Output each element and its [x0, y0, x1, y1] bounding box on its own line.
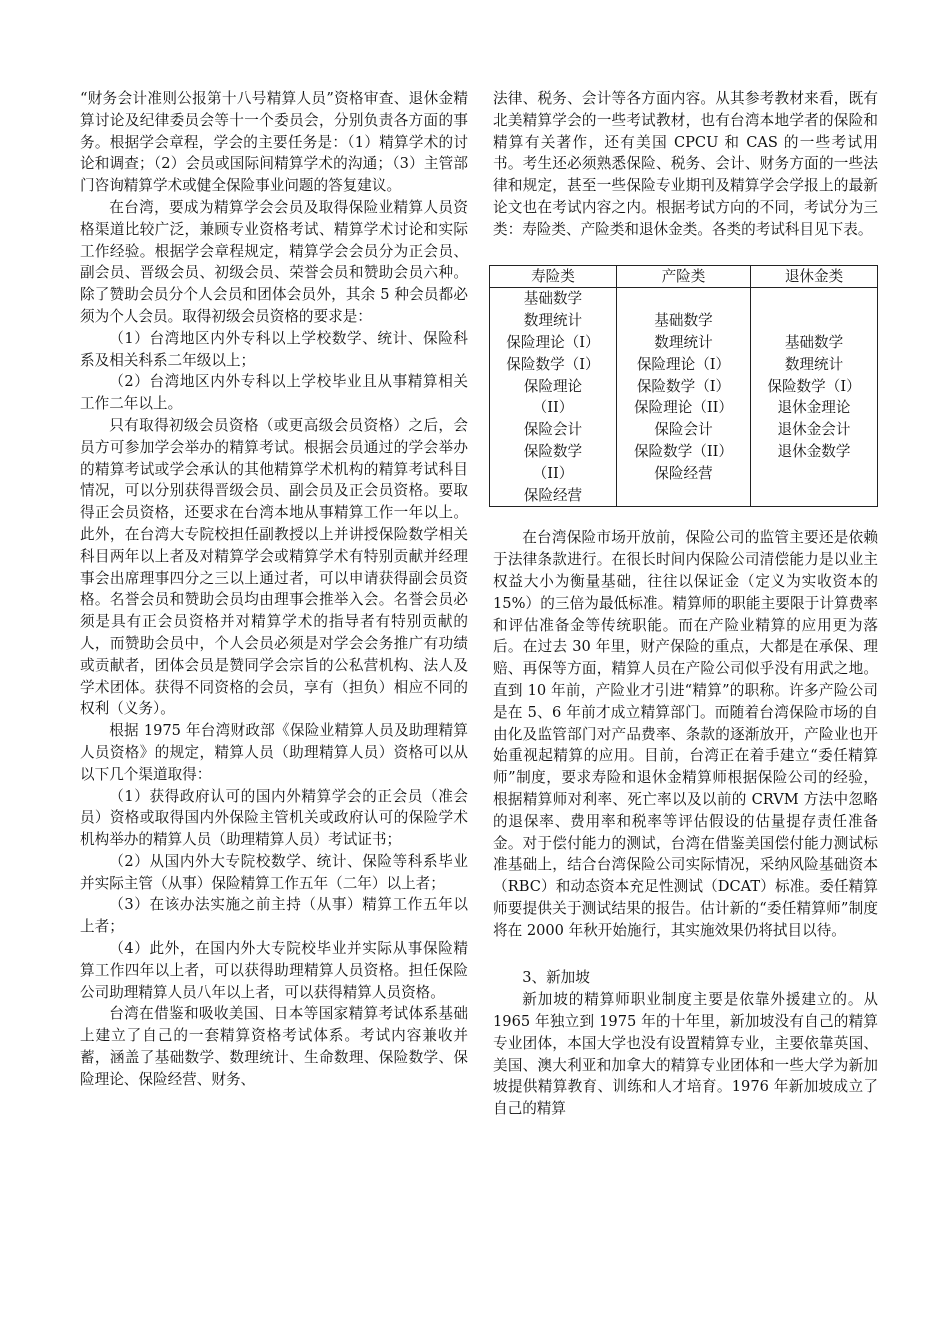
subject-item: 退休金会计: [777, 421, 851, 439]
subject-item: 保险经营: [523, 486, 583, 504]
header-property: 产险类: [616, 265, 750, 288]
subject-item: 保险会计: [654, 421, 713, 439]
table-header-row: [490, 265, 878, 288]
subject-item: 保险数学（I）: [506, 355, 600, 373]
subject-item: 保险经营: [654, 464, 713, 482]
right-column: [493, 88, 878, 1120]
subject-item: 保险会计: [523, 421, 583, 439]
subject-item: 保险理论（I）: [506, 333, 600, 351]
paragraph: “财务会计准则公报第十八号精算人员”资格审查、退休金精算讨论及纪律委员会等十一个委员会，分别负责各方面的事务。根据学会章程，学会的主要任务是：（1）精算学术的讨论和调查；（2）会员或国际间精算学术的沟通；（3）主管部门咨询精算学术或健全保险事业问题的答复建议。: [80, 90, 468, 195]
section-heading: 3、新加坡: [522, 969, 590, 987]
subject-item: 基础数学: [784, 333, 844, 351]
subject-item: 保险理论（II）: [633, 399, 734, 417]
subject-item: 保险数学（I）: [767, 377, 861, 395]
paragraph: （1）台湾地区内外专科以上学校数学、统计、保险科系及相关科系二年级以上；: [80, 329, 468, 369]
header-life: 寿险类: [490, 265, 617, 288]
subject-item: 保险数学（I）: [636, 377, 731, 395]
subject-item: 保险理论（I）: [636, 355, 731, 373]
paragraph: （4）此外，在国内外大专院校毕业并实际从事保险精算工作四年以上者，可以获得助理精算人员资格。担任保险公司助理精算人员八年以上者，可以获得精算人员资格。: [80, 940, 468, 1001]
subject-item: 基础数学: [654, 312, 713, 330]
subject-item: 退休金数学: [777, 442, 851, 460]
subject-item: （II）: [532, 464, 574, 482]
property-subjects-cell: [616, 288, 750, 507]
paragraph: （2）台湾地区内外专科以上学校毕业且从事精算相关工作二年以上。: [80, 373, 468, 413]
paragraph: 在台湾保险市场开放前，保险公司的监管主要还是依赖于法律条款进行。在很长时间内保险公司清偿能力是以业主权益大小为衡量基础，往往以保证金（定义为实收资本的 15%）的三倍为最低标准。精算师的职能主要限于计算费率和评估准备金等传统职能。而在产险业精算的应用更为落后。在过去 30 年里，财产保险的重点，大都是在承保、理赔、再保等方面，精算人员在产险公司似乎没有用武之地。直到 10 年前，产险业才引进“精算”的职称。许多产险公司是在 5、6 年前才成立精算部门。而随着台湾保险市场的自由化及监管部门对产品费率、条款的逐渐放开，产险业也开始重视起精算的应用。目前，台湾正在着手建立“委任精算师”制度，要求寿险和退休金精算师根据保险公司的经验，根据精算师对利率、死亡率以及以前的 CRVM 方法中忽略的退保率、费用率和税率等评估假设的估量提存责任准备金。对于偿付能力的测试，台湾在借鉴美国偿付能力测试标准基础上，结合台湾保险公司实际情况，采纳风险基础资本（RBC）和动态资本充足性测试（DCAT）标准。委任精算师要提供关于测试结果的报告。估计新的“委任精算师”制度将在 2000 年秋开始施行，其实施效果仍将拭目以待。: [493, 529, 878, 939]
header-pension: 退休金类: [751, 265, 878, 288]
left-column: [80, 88, 468, 1091]
paragraph: 在台湾，要成为精算学会会员及取得保险业精算人员资格渠道比较广泛，兼顾专业资格考试、精算学术讨论和实际工作经验。根据学会章程规定，精算学会会员分为正会员、副会员、晋级会员、初级会员、荣誉会员和赞助会员六种。除了赞助会员分个人会员和团体会员外，其余 5 种会员都必须为个人会员。取得初级会员资格的要求是：: [80, 198, 468, 325]
subject-item: 保险数学: [523, 442, 583, 460]
subject-item: 保险数学（II）: [633, 442, 734, 460]
subject-item: 数理统计: [523, 312, 583, 330]
paragraph: 新加坡的精算师职业制度主要是依靠外援建立的。从 1965 年独立到 1975 年的十年里，新加坡没有自己的精算专业团体，本国大学也没有设置精算专业，主要依靠英国、美国、澳大利亚和加拿大的精算专业团体和一些大学为新加坡提供精算教育、训练和人才培育。1976 年新加坡成立了自己的精算: [493, 991, 878, 1118]
paragraph: （2）从国内外大专院校数学、统计、保险等科系毕业并实际主管（从事）保险精算工作五年（二年）以上者；: [80, 852, 468, 892]
table-row: [490, 288, 878, 507]
paragraph: 台湾在借鉴和吸收美国、日本等国家精算考试体系基础上建立了自己的一套精算资格考试体系。考试内容兼收并蓄，涵盖了基础数学、数理统计、生命数理、保险数学、保险理论、保险经营、财务、: [80, 1005, 468, 1088]
paragraph: 根据 1975 年台湾财政部《保险业精算人员及助理精算人员资格》的规定，精算人员（助理精算人员）资格可以从以下几个渠道取得：: [80, 722, 468, 783]
paragraph: 只有取得初级会员资格（或更高级会员资格）之后，会员方可参加学会举办的精算考试。根据会员通过的学会举办的精算考试或学会承认的其他精算学术机构的精算考试科目情况，可以分别获得晋级会员、副会员及正会员资格。要取得正会员资格，还要求在台湾本地从事精算工作一年以上。此外，在台湾大专院校担任副教授以上并讲授保险数学相关科目两年以上者及对精算学会或精算学术有特别贡献并经理事会出席理事四分之三以上通过者，可以申请获得副会员资格。名誉会员和赞助会员均由理事会推举入会。名誉会员必须是具有正会员资格并对精算学术的指导者有特别贡献的人，而赞助会员中，个人会员必须是对学会会务推广有功绩或贡献者，团体会员是赞同学会宗旨的公私营机构、法人及学术团体。获得不同资格的会员，享有（担负）相应不同的权利（义务）。: [80, 416, 468, 718]
paragraph: （1）获得政府认可的国内外精算学会的正会员（准会员）资格或取得国内外保险主管机关或政府认可的保险学术机构举办的精算人员（助理精算人员）考试证书；: [80, 787, 468, 849]
subject-item: 保险理论: [523, 377, 583, 395]
subject-item: 基础数学: [523, 290, 583, 308]
paragraph: 法律、税务、会计等各方面内容。从其参考教材来看，既有北美精算学会的一些考试教材，也有台湾本地学者的保险和精算有关著作，还有美国 CPCU 和 CAS 的一些考试用书。考生还必须熟悉保险、税务、会计、财务方面的一些法律和规定，甚至一些保险专业期刊及精算学会学报上的最新论文也在考试内容之内。根据考试方向的不同，考试分为三类：寿险类、产险类和退休金类。各类的考试科目见下表。: [493, 90, 878, 238]
exam-subjects-table: [489, 265, 878, 508]
pension-subjects-cell: [751, 288, 878, 507]
subject-item: （II）: [532, 399, 574, 417]
subject-item: 退休金理论: [777, 399, 851, 417]
subject-item: 数理统计: [784, 355, 844, 373]
life-subjects-cell: [490, 288, 617, 507]
subject-item: 数理统计: [654, 333, 713, 351]
paragraph: （3）在该办法实施之前主持（从事）精算工作五年以上者；: [80, 896, 468, 936]
